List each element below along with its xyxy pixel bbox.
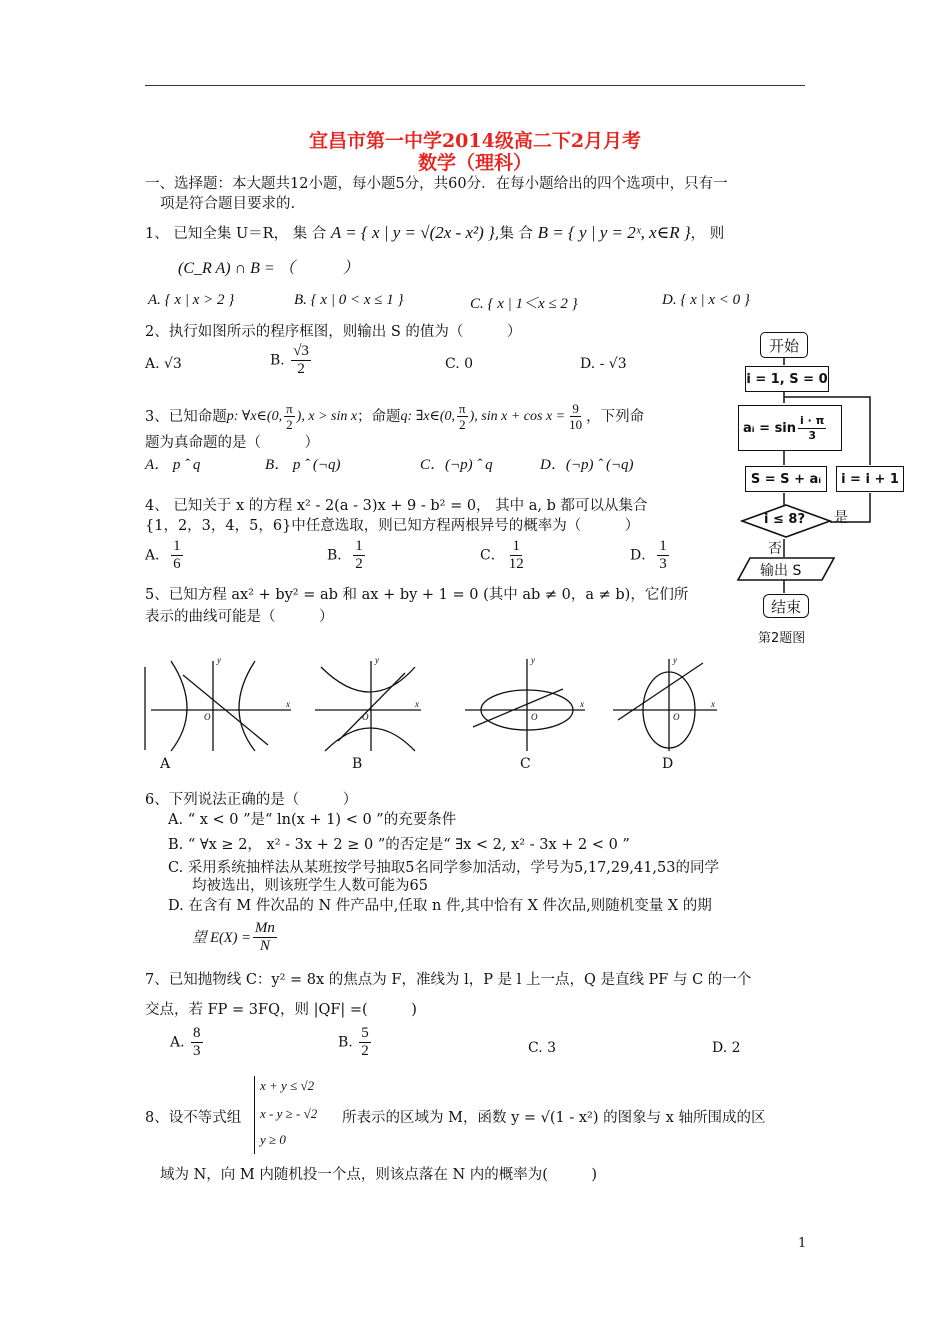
q6-option-d-fraction (253, 920, 277, 955)
q5-figure-d (613, 659, 717, 751)
q5-figure-a (145, 661, 291, 751)
q4-stem-line2: {1，2，3，4，5，6}中任意选取，则已知方程两根异号的概率为（ ） (145, 518, 640, 534)
flowchart-assign-denominator: 3 (808, 428, 816, 442)
q5-figure-c-line (473, 689, 563, 727)
section-instructions-line1: 一、选择题：本大题共12小题，每小题5分，共60分．在每小题给出的四个选项中，只有一 (145, 176, 728, 192)
q4-option-b-numerator: 1 (355, 538, 363, 554)
q7-option-b-fraction (359, 1025, 371, 1060)
q3-q-rest: ), sin x + cos x = (469, 408, 566, 424)
q5-label-a: A (160, 756, 171, 772)
flowchart-output: 输出 S (760, 563, 802, 579)
q6-option-a: A. “ x < 0 ”是“ ln(x + 1) < 0 ”的充要条件 (168, 812, 457, 828)
q7-option-a-label: A. (170, 1034, 185, 1051)
q4-option-c-fraction (507, 538, 526, 573)
q1-expression: (C_R A) ∩ B = （ ） (178, 260, 359, 277)
q5-figure-b-lower-branch (325, 728, 415, 751)
q4-option-d-denominator: 3 (659, 556, 667, 572)
q4-option-d (630, 538, 671, 573)
exam-title: 宜昌市第一中学2014级高二下2月月考 (308, 130, 642, 152)
flowchart-assign-fraction (798, 414, 826, 443)
q5-stem-line1: 5、已知方程 ax² + by² = ab 和 ax + by + 1 = 0 (其中 ab ≠ 0，a ≠ b)，它们所 (145, 587, 689, 603)
q1-option-b: B. { x | 0 < x ≤ 1 } (294, 292, 404, 308)
q5-curve-figures (143, 655, 735, 755)
q7-option-c: C. 3 (528, 1040, 557, 1056)
q2-option-d: D. - √3 (580, 356, 627, 372)
q2-option-c: C. 0 (445, 356, 474, 372)
q4-option-d-label: D． (630, 547, 656, 564)
q2-option-b-fraction (291, 343, 311, 378)
flowchart-assign-numerator: i · π (800, 413, 825, 427)
header-rule (145, 85, 805, 86)
q7-option-a-fraction (191, 1025, 203, 1060)
q3-q-fraction (457, 401, 468, 432)
q5-figure-b (315, 661, 421, 751)
q5-figure-d-origin: O (673, 712, 680, 722)
q3-p-fraction (284, 401, 295, 432)
q4-option-c-label: C． (480, 547, 505, 564)
q5-figure-c-origin: O (531, 712, 538, 722)
q3-p-fraction-denominator: 2 (286, 417, 293, 432)
flowchart-no-label: 否 (768, 541, 782, 557)
q3-p-fraction-numerator: π (286, 401, 293, 416)
q4-option-a-denominator: 6 (173, 556, 181, 572)
q3-value-numerator: 9 (572, 401, 579, 416)
q3-q-math: q: ∃x∈(0, (400, 408, 456, 424)
q3-value-denominator: 10 (569, 417, 583, 432)
q7-option-a-numerator: 8 (193, 1025, 201, 1041)
flowchart-increment: i = i + 1 (836, 466, 904, 492)
q8-inequality-2: x - y ≥ - √2 (260, 1106, 318, 1121)
page-number: 1 (798, 1236, 807, 1251)
q4-option-d-numerator: 1 (659, 538, 667, 554)
flowchart-init: i = 1, S = 0 (745, 366, 829, 392)
q4-stem-line1: 4、 已知关于 x 的方程 x² - 2(a - 3)x + 9 - b² = 0， 其中 a, b 都可以从集合 (145, 498, 648, 514)
q4-option-b-label: B． (327, 547, 352, 564)
q8-system-brace (254, 1076, 255, 1154)
q3-stem-line2: 题为真命题的是（ ） (145, 435, 319, 451)
q4-option-c (480, 538, 528, 573)
q3-tail: ，下列命 (586, 408, 645, 425)
q7-option-b-numerator: 5 (361, 1025, 369, 1041)
q1-option-d: D. { x | x < 0 } (662, 292, 750, 308)
q4-option-a-label: A． (145, 547, 170, 564)
q4-option-a-fraction (171, 538, 183, 573)
q4-option-a (145, 538, 185, 573)
q5-figure-d-x-label: x (711, 699, 715, 709)
q6-option-c-line1: C. 采用系统抽样法从某班按学号抽取5名同学参加活动，学号为5,17,29,41,53的同学 (168, 860, 719, 876)
q5-stem-line2: 表示的曲线可能是（ ） (145, 609, 334, 625)
q1-stem-mid: ,集 合 (494, 226, 538, 242)
q5-figure-a-left-branch (171, 661, 187, 751)
q4-option-b (327, 538, 367, 573)
q1-option-c: C. { x | 1＜x ≤ 2 } (470, 296, 578, 312)
q2-option-b-label: B. (270, 352, 285, 369)
q3-q-label: ；命题 (357, 408, 401, 425)
section-instructions-line2: 项是符合题目要求的. (160, 196, 296, 212)
q1-stem-prefix: 1、 已知全集 U＝R， 集 合 (145, 226, 331, 242)
q5-figure-a-origin: O (204, 712, 211, 722)
q5-figure-b-y-label: y (375, 655, 379, 665)
q7-option-a (170, 1025, 205, 1060)
q7-option-b-denominator: 2 (361, 1043, 369, 1059)
q2-stem: 2、执行如图所示的程序框图，则输出 S 的值为（ ） (145, 324, 522, 340)
q5-figure-b-x-label: x (415, 699, 419, 709)
q4-option-c-denominator: 12 (508, 556, 524, 572)
q5-label-b: B (352, 756, 363, 772)
q7-option-a-denominator: 3 (193, 1043, 201, 1059)
q3-value-fraction (567, 401, 584, 432)
q1-stem (145, 223, 724, 244)
q2-option-b (270, 343, 313, 378)
q5-figure-c-y-label: y (531, 655, 535, 665)
q3-p-math: p: ∀x∈(0, (226, 408, 283, 424)
exam-subtitle: 数学（理科） (417, 152, 532, 174)
q5-figure-b-origin: O (362, 712, 369, 722)
q6-option-d-line1: D. 在含有 M 件次品的 N 件产品中,任取 n 件,其中恰有 X 件次品,则随机变量 X 的期 (168, 898, 712, 914)
q2-option-a: A. √3 (145, 356, 182, 372)
q8-stem-line1: 所表示的区域为 M，函数 y = √(1 - x²) 的图象与 x 轴所围成的区 (342, 1110, 766, 1126)
flowchart-condition: i ≤ 8? (764, 512, 805, 527)
q7-option-d: D. 2 (712, 1040, 741, 1056)
q3-stem-line1 (145, 401, 644, 432)
flowchart-start: 开始 (760, 332, 808, 358)
q5-figure-a-x-label: x (286, 699, 290, 709)
flowchart-caption: 第2题图 (758, 631, 806, 646)
q8-prefix: 8、设不等式组 (145, 1110, 242, 1126)
flowchart-end: 结束 (763, 594, 809, 618)
q7-stem-line2: 交点，若 FP = 3FQ，则 |QF| =( ) (145, 1002, 417, 1018)
q1-option-a: A. { x | x > 2 } (148, 292, 235, 308)
q8-inequality-3: y ≥ 0 (260, 1132, 286, 1147)
flowchart-assign (738, 405, 842, 451)
q8-stem-line2: 域为 N，向 M 内随机投一个点，则该点落在 N 内的概率为( ) (160, 1167, 598, 1183)
q2-option-b-denominator: 2 (297, 361, 305, 377)
q4-option-d-fraction (657, 538, 669, 573)
flowchart-assign-left: aᵢ = sin (743, 420, 797, 436)
q4-option-b-fraction (353, 538, 365, 573)
q2-option-b-numerator: √3 (293, 343, 309, 359)
q3-q-fraction-numerator: π (459, 401, 466, 416)
q6-option-c-line2: 均被选出，则该班学生人数可能为65 (192, 878, 428, 894)
q5-figure-d-y-label: y (673, 655, 677, 665)
q7-stem-line1: 7、已知抛物线 C：y² = 8x 的焦点为 F，准线为 l，P 是 l 上一点，Q 是直线 PF 与 C 的一个 (145, 972, 752, 988)
flowchart-accumulate: S = S + aᵢ (745, 466, 827, 492)
q3-q-fraction-denominator: 2 (459, 417, 466, 432)
q5-figure-a-right-branch (239, 661, 255, 751)
q7-option-b (338, 1025, 373, 1060)
flowchart-yes-label: 是 (834, 510, 848, 526)
q6-option-b: B. “ ∀x ≥ 2， x² - 3x + 2 ≥ 0 ”的否定是“ ∃x < 2, x² - 3x + 2 < 0 ” (168, 837, 630, 853)
q6-option-d-line2 (192, 920, 279, 955)
q3-prefix: 3、已知命题 (145, 408, 227, 425)
q7-option-b-label: B. (338, 1034, 353, 1051)
q5-label-c: C (520, 756, 531, 772)
q6-option-d-denominator: N (259, 938, 270, 954)
q1-set-b: B = { y | y = 2ˣ, x∈R } (537, 223, 691, 242)
q6-option-d-numerator: Mn (254, 920, 275, 936)
q5-figure-c (465, 659, 585, 751)
q6-option-d-expectation: 望 E(X) = (192, 929, 251, 946)
q3-p-rest: ), x > sin x (296, 408, 358, 424)
q5-figure-b-upper-branch (321, 667, 415, 692)
q3-option-d: D．(¬p) ˆ (¬q) (540, 457, 634, 473)
q4-option-a-numerator: 1 (173, 538, 181, 554)
q5-figure-d-line (618, 663, 703, 720)
q3-option-c: C．(¬p) ˆ q (420, 457, 493, 473)
q6-stem: 6、下列说法正确的是（ ） (145, 792, 358, 808)
q1-set-a: A = { x | y = √(2x - x²) } (330, 223, 495, 242)
q5-figure-c-x-label: x (580, 699, 584, 709)
q3-option-b: B． p ˆ (¬q) (265, 457, 341, 473)
q5-label-d: D (662, 756, 674, 772)
q4-option-b-denominator: 2 (355, 556, 363, 572)
q5-figure-a-y-label: y (217, 655, 221, 665)
q1-stem-end: ， 则 (690, 226, 725, 242)
q4-option-c-numerator: 1 (512, 538, 520, 554)
q8-inequality-1: x + y ≤ √2 (260, 1078, 315, 1093)
q3-option-a: A． p ˆ q (145, 457, 201, 473)
